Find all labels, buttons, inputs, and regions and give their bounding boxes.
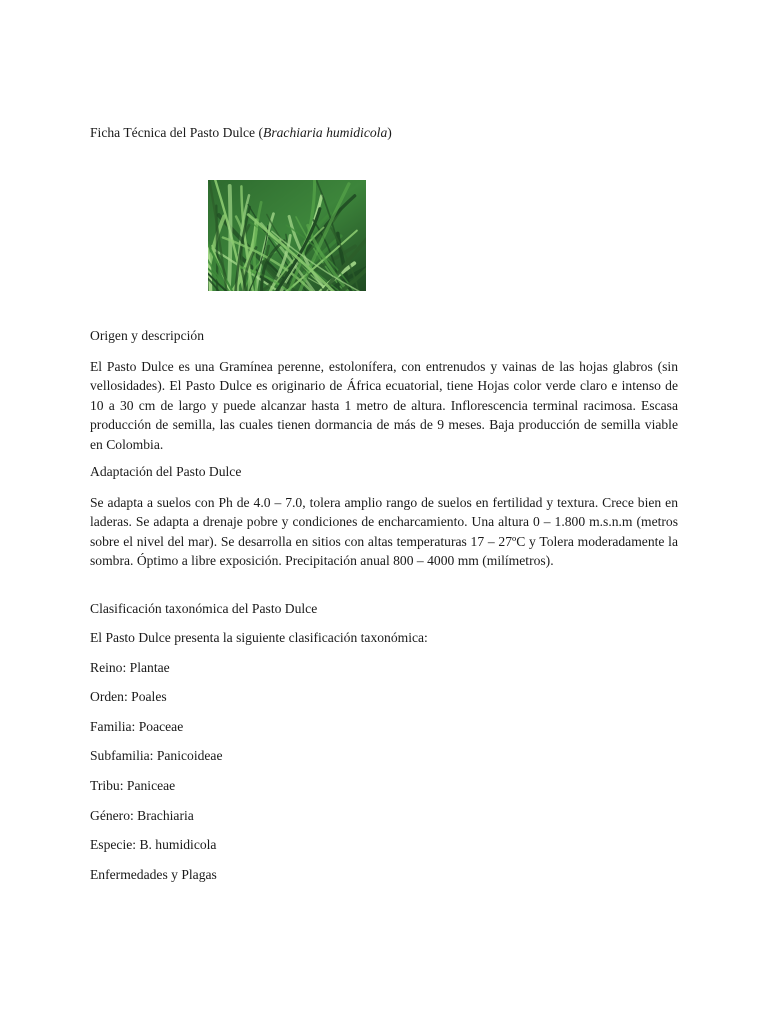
heading-adaptacion: Adaptación del Pasto Dulce <box>90 464 242 479</box>
taxonomy-especie: Especie: B. humidicola <box>90 837 217 852</box>
paragraph-clasificacion-intro: El Pasto Dulce presenta la siguiente clasificación taxonómica: <box>90 630 428 645</box>
section-adaptacion <box>90 462 678 571</box>
taxonomy-subfamilia: Subfamilia: Panicoideae <box>90 748 223 763</box>
title-suffix: ) <box>387 125 392 140</box>
grass-photo <box>208 180 366 291</box>
section-origen <box>90 326 678 454</box>
title-scientific-name: Brachiaria humidicola <box>263 125 388 140</box>
heading-enfermedades: Enfermedades y Plagas <box>90 867 217 882</box>
paragraph-origen: El Pasto Dulce es una Gramínea perenne, estolonífera, con entrenudos y vainas de las hojas glabros (sin vellosidades). El Pasto Dulce es originario de África ecuatorial, tiene Hojas color verde claro e intenso de 10 a 30 cm de largo y puede alcanzar hasta 1 metro de altura. Inflorescencia terminal racimosa. Escasa producción de semilla, las cuales tienen dormancia de más de 9 meses. Baja producción de semilla viable en Colombia. <box>90 358 678 452</box>
taxonomy-reino: Reino: Plantae <box>90 660 170 675</box>
document-page <box>90 0 678 1024</box>
taxonomy-familia: Familia: Poaceae <box>90 719 184 734</box>
taxonomy-tribu: Tribu: Paniceae <box>90 778 176 793</box>
heading-clasificacion: Clasificación taxonómica del Pasto Dulce <box>90 601 318 616</box>
taxonomy-orden: Orden: Poales <box>90 689 167 704</box>
document-title <box>90 123 392 143</box>
paragraph-adaptacion: Se adapta a suelos con Ph de 4.0 – 7.0, tolera amplio rango de suelos en fertilidad y textura. Crece bien en laderas. Se adapta a drenaje pobre y condiciones de encharcamiento. Una altura 0 – 1.800 m.s.n.m (metros sobre el nivel del mar). Se desarrolla en sitios con altas temperaturas 17 – 27ºC y Tolera moderadamente la sombra. Óptimo a libre exposición. Precipitación anual 800 – 4000 mm (milímetros). <box>90 494 678 568</box>
title-prefix: Ficha Técnica del Pasto Dulce ( <box>90 125 264 140</box>
taxonomy-genero: Género: Brachiaria <box>90 808 194 823</box>
heading-origen: Origen y descripción <box>90 328 205 343</box>
